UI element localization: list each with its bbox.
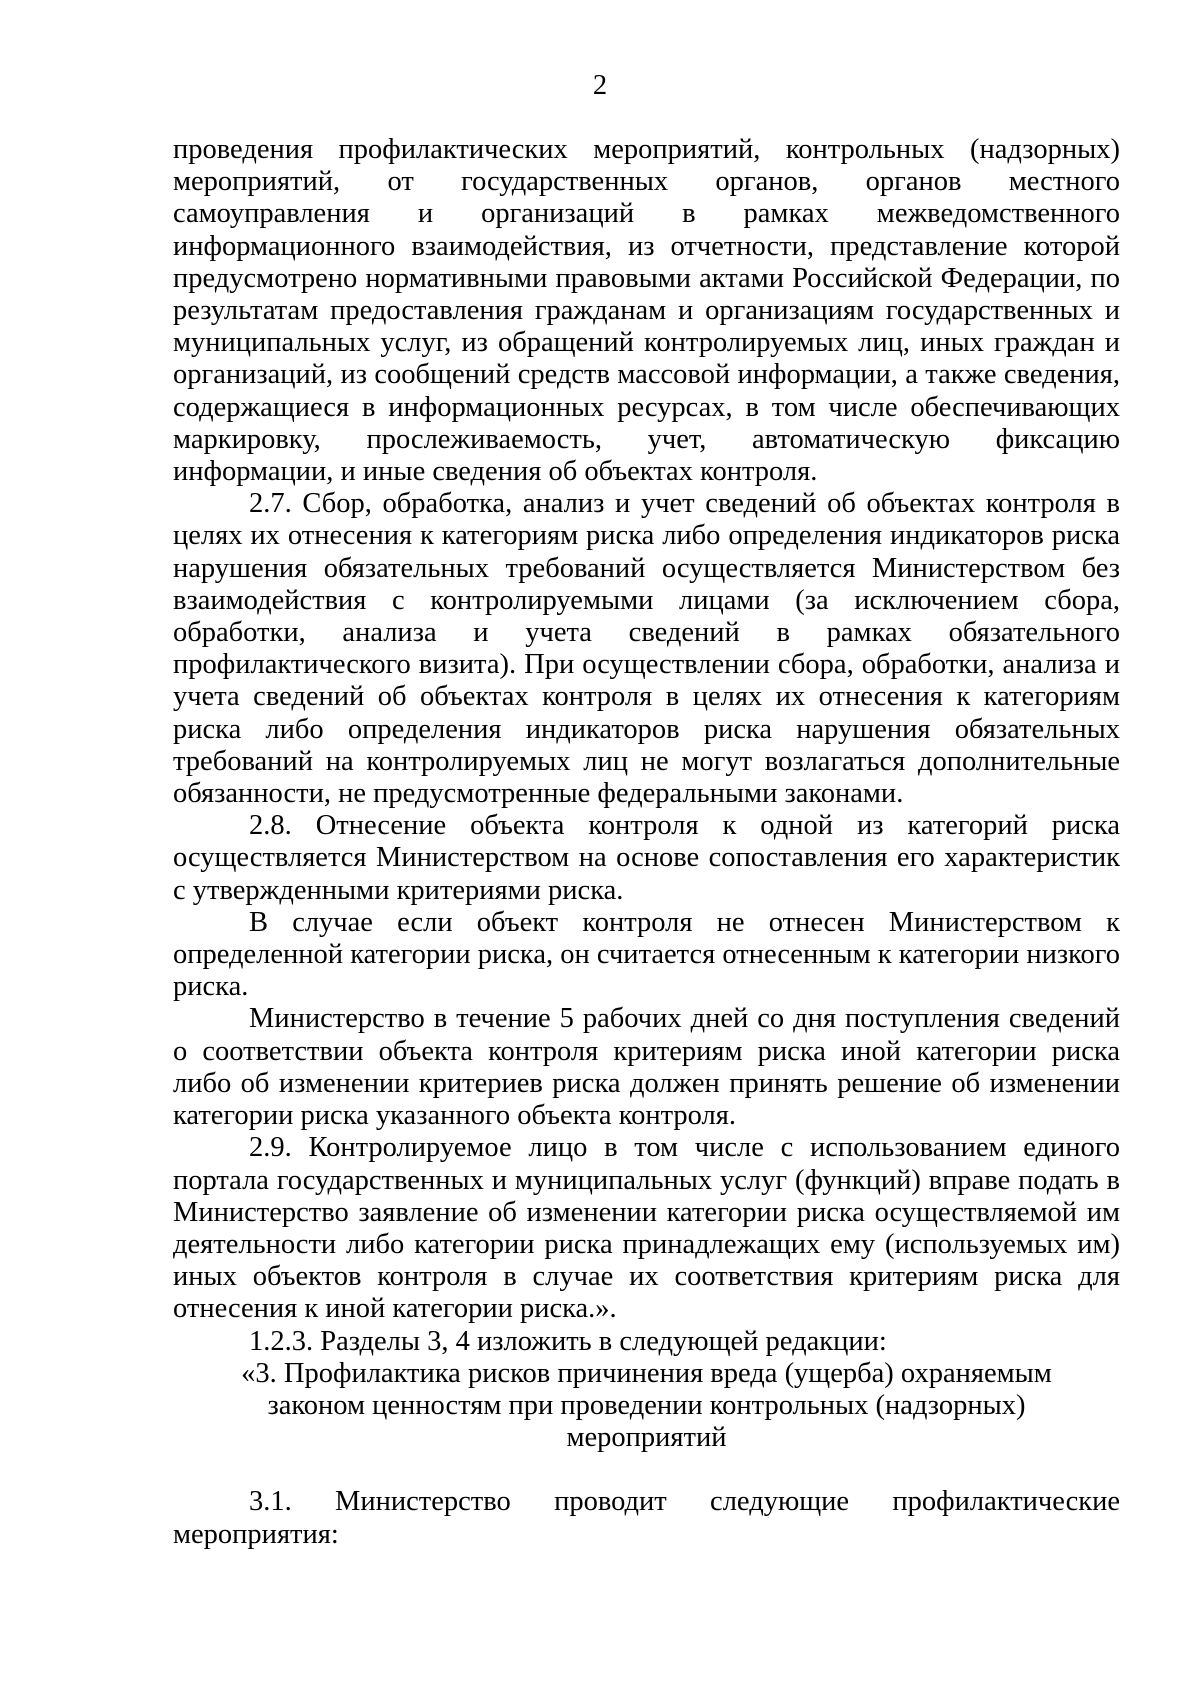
paragraph-2-8: 2.8. Отнесение объекта контроля к одной из категорий риска осуществляется Министерством на основе сопоставления его характеристик с утвержденными критериями риска. bbox=[173, 810, 1120, 906]
section-3-heading bbox=[173, 1358, 1120, 1455]
document-body bbox=[173, 134, 1120, 1551]
paragraph-ministry-decision: Министерство в течение 5 рабочих дней со дня поступления сведений о соответствии объекта контроля критериям риска иной категории риска либо об изменении критериев риска должен принять решение об изменении категории риска указанного объекта контроля. bbox=[173, 1003, 1120, 1132]
paragraph-2-9: 2.9. Контролируемое лицо в том числе с использованием единого портала государственных и муниципальных услуг (функций) вправе подать в Министерство заявление об изменении категории риска осуществляемой им деятельности либо категории риска принадлежащих ему (используемых им) иных объектов контроля в случае их соответствия критериям риска для отнесения к иной категории риска.». bbox=[173, 1132, 1120, 1325]
paragraph-2-7: 2.7. Сбор, обработка, анализ и учет сведений об объектах контроля в целях их отнесения к категориям риска либо определения индикаторов риска нарушения обязательных требований осуществляется Министерством без взаимодействия с контролируемыми лицами (за исключением сбора, обработки, анализа и учета сведений в рамках обязательного профилактического визита). При осуществлении сбора, обработки, анализа и учета сведений об объектах контроля в целях их отнесения к категориям риска либо определения индикаторов риска нарушения обязательных требований на контролируемых лиц не могут возлагаться дополнительные обязанности, не предусмотренные федеральными законами. bbox=[173, 488, 1120, 810]
paragraph-continuation: проведения профилактических мероприятий, контрольных (надзорных) мероприятий, от государственных органов, органов местного самоуправления и организаций в рамках межведомственного информационного взаимодействия, из отчетности, представление которой предусмотрено нормативными правовыми актами Российской Федерации, по результатам предоставления гражданам и организациям государственных и муниципальных услуг, из обращений контролируемых лиц, иных граждан и организаций, из сообщений средств массовой информации, а также сведения, содержащиеся в информационных ресурсах, в том числе обеспечивающих маркировку, прослеживаемость, учет, автоматическую фиксацию информации, и иные сведения об объектах контроля. bbox=[173, 134, 1120, 488]
section-heading-line: «3. Профилактика рисков причинения вреда (ущерба) охраняемым bbox=[241, 1357, 1052, 1389]
paragraph-3-1: 3.1. Министерство проводит следующие профилактические мероприятия: bbox=[173, 1486, 1120, 1550]
section-heading-line: законом ценностям при проведении контрольных (надзорных) bbox=[267, 1389, 1026, 1421]
section-heading-line: мероприятий bbox=[566, 1422, 727, 1454]
page-number: 2 bbox=[592, 70, 608, 101]
section-spacer bbox=[173, 1454, 1120, 1486]
paragraph-1-2-3: 1.2.3. Разделы 3, 4 изложить в следующей редакции: bbox=[249, 1325, 887, 1357]
paragraph-low-risk: В случае если объект контроля не отнесен Министерством к определенной категории риска, он считается отнесенным к категории низкого риска. bbox=[173, 906, 1120, 1003]
